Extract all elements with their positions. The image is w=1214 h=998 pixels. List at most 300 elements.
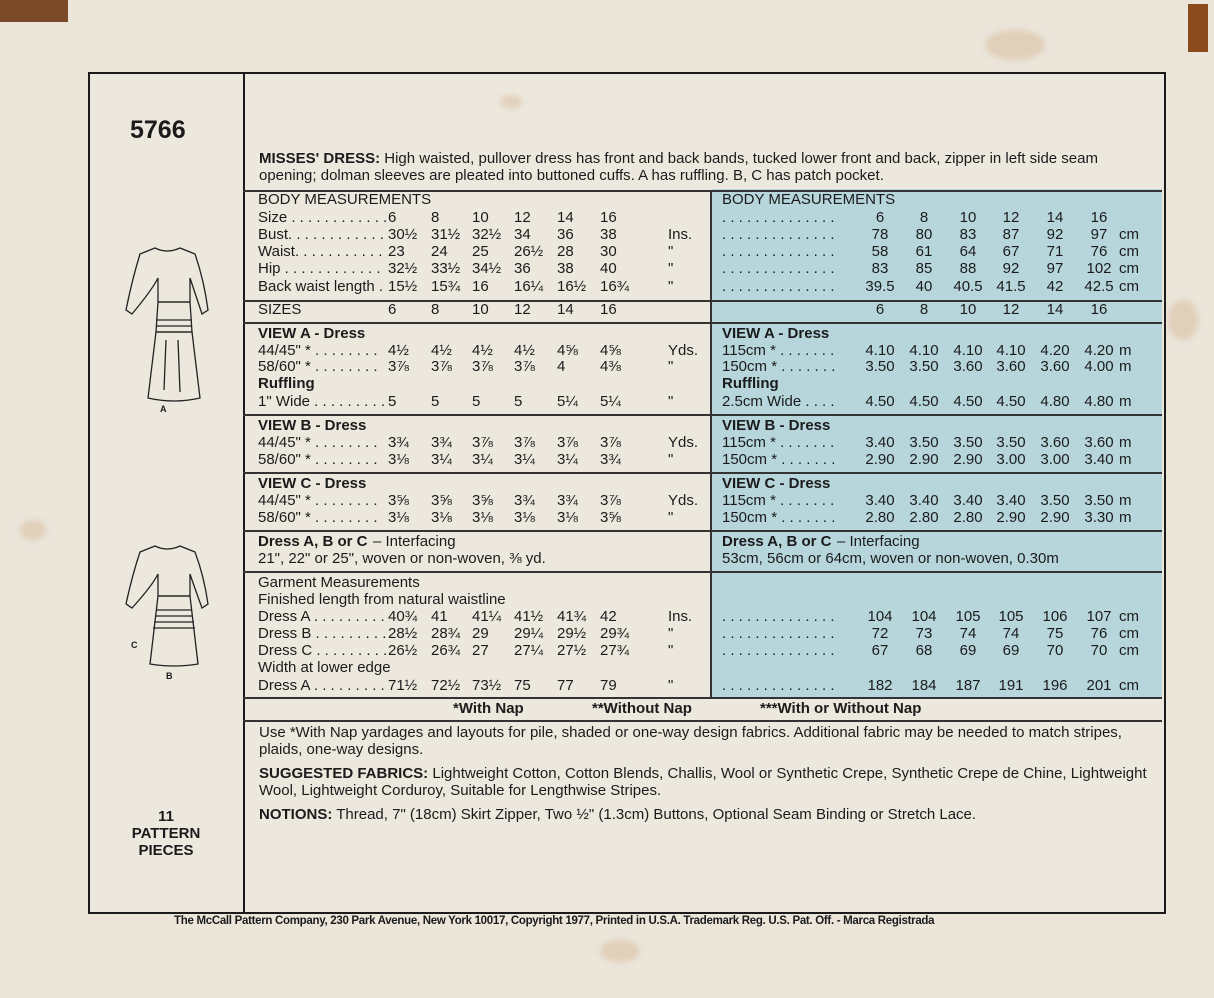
nap-legend-with: *With Nap	[453, 700, 524, 717]
measurement-value: 3.40	[1084, 451, 1114, 468]
measurement-value: 3.60	[996, 358, 1026, 375]
measurement-value: 14	[1046, 301, 1064, 318]
measurement-value: 3.00	[1040, 451, 1070, 468]
fabrics-text: Lightweight Cotton, Cotton Blends, Challis, Wool or Synthetic Crepe, Synthetic Crepe de Chine, Lightweight Wool, Lightweight Corduroy, Suitable for Lengthwise Stripes.	[259, 765, 1147, 799]
right-table-row-label: 2.5cm Wide . . . .	[722, 393, 835, 410]
measurement-value: 40¾	[388, 608, 418, 625]
unit-label: cm	[1119, 226, 1139, 243]
measurement-value: 16	[1090, 209, 1108, 226]
measurement-value: 87	[1002, 226, 1020, 243]
measurement-value: 3.40	[996, 492, 1026, 509]
measurement-value: 4.20	[1040, 342, 1070, 359]
measurement-value: 15¾	[431, 278, 461, 295]
publisher-footer: The McCall Pattern Company, 230 Park Avenue, New York 10017, Copyright 1977, Printed in U.S.A. Trademark Reg. U.S. Pat. Off. - Marca Registrada	[174, 915, 935, 927]
notions	[259, 806, 1154, 823]
right-table-row-label: Ruffling	[722, 375, 779, 392]
left-table-row-label: Dress C . . . . . . . . .	[258, 642, 388, 659]
measurement-value: 3.30	[1084, 509, 1114, 526]
measurement-value: 5¼	[557, 393, 578, 410]
left-table-row-label: Garment Measurements	[258, 574, 420, 591]
measurement-value: 3⅝	[431, 492, 452, 509]
measurement-value: 105	[998, 608, 1024, 625]
unit-label: cm	[1119, 243, 1139, 260]
measurement-value: 2.90	[865, 451, 895, 468]
measurement-value: 4.50	[996, 393, 1026, 410]
right-table-row-label: . . . . . . . . . . . . . .	[722, 209, 835, 226]
measurement-value: 3⅛	[514, 509, 535, 526]
left-table-row-label: 44/45" * . . . . . . . .	[258, 342, 378, 359]
measurement-value: 3.50	[909, 358, 939, 375]
measurement-value: 3.00	[996, 451, 1026, 468]
measurement-value: 74	[959, 625, 977, 642]
left-table-row-label: Waist. . . . . . . . . . .	[258, 243, 383, 260]
unit-label: cm	[1119, 608, 1139, 625]
measurement-value: 2.90	[996, 509, 1026, 526]
right-table-row-label: . . . . . . . . . . . . . .	[722, 642, 835, 659]
measurement-value: 3¼	[557, 451, 578, 468]
measurement-value: 69	[959, 642, 977, 659]
left-table-row-label: SIZES	[258, 301, 302, 318]
left-table-row-label: Hip . . . . . . . . . . . .	[258, 260, 381, 277]
measurement-value: 36	[514, 260, 531, 277]
measurement-value: 3⅛	[557, 509, 578, 526]
measurement-value: 2.90	[953, 451, 983, 468]
measurement-value: 27¾	[600, 642, 630, 659]
measurement-value: 67	[1002, 243, 1020, 260]
measurement-value: 26½	[388, 642, 418, 659]
dress-view-a-illustration	[120, 240, 215, 410]
unit-label: cm	[1119, 260, 1139, 277]
suggested-fabrics	[259, 765, 1154, 799]
left-table-row-label: 44/45" * . . . . . . . .	[258, 434, 378, 451]
unit-label: "	[668, 677, 674, 694]
measurement-value: 3⅞	[557, 434, 578, 451]
measurement-value: 75	[1046, 625, 1064, 642]
measurement-value: 3⅝	[388, 492, 409, 509]
measurement-value: 3⅛	[431, 509, 452, 526]
right-table-row-label: . . . . . . . . . . . . . .	[722, 243, 835, 260]
measurement-value: 4.80	[1084, 393, 1114, 410]
measurement-value: 102	[1086, 260, 1112, 277]
unit-label: m	[1119, 358, 1132, 375]
unit-label: m	[1119, 434, 1132, 451]
right-table-row-label: . . . . . . . . . . . . . .	[722, 260, 835, 277]
measurement-value: 27	[472, 642, 489, 659]
measurement-value: 3.50	[1084, 492, 1114, 509]
right-table-row-label: 150cm * . . . . . . .	[722, 451, 836, 468]
measurement-value: 4.00	[1084, 358, 1114, 375]
measurement-value: 3⅝	[472, 492, 493, 509]
left-table-row-label: VIEW A - Dress	[258, 325, 366, 342]
left-table-row-label: Finished length from natural waistline	[258, 591, 506, 608]
fabrics-title: SUGGESTED FABRICS:	[259, 765, 429, 782]
measurement-value: 80	[915, 226, 933, 243]
measurement-value: 4.50	[865, 393, 895, 410]
measurement-value: 3.40	[865, 492, 895, 509]
measurement-value: 4.10	[996, 342, 1026, 359]
view-label-b: B	[166, 671, 173, 681]
measurement-value: 26¾	[431, 642, 461, 659]
left-table-row-label: Dress B . . . . . . . . .	[258, 625, 387, 642]
measurement-value: 85	[915, 260, 933, 277]
right-table-row-label: . . . . . . . . . . . . . .	[722, 608, 835, 625]
measurement-value: 70	[1046, 642, 1064, 659]
measurement-value: 2.80	[953, 509, 983, 526]
paper-edge-tear	[1188, 4, 1208, 52]
measurement-value: 3⅞	[388, 358, 409, 375]
left-table-row-label: BODY MEASUREMENTS	[258, 191, 432, 208]
measurement-value: 16¼	[514, 278, 544, 295]
measurement-value: 4.10	[865, 342, 895, 359]
table-rule	[243, 472, 1162, 474]
table-rule	[243, 720, 1162, 722]
unit-label: "	[668, 260, 674, 277]
measurement-value: 29¾	[600, 625, 630, 642]
right-table-row-label: BODY MEASUREMENTS	[722, 191, 896, 208]
measurement-value: 32½	[388, 260, 418, 277]
measurement-value: 39.5	[865, 278, 895, 295]
measurement-value: 10	[472, 209, 489, 226]
left-table-row-label: VIEW B - Dress	[258, 417, 367, 434]
measurement-value: 3¾	[600, 451, 621, 468]
measurement-value: 97	[1090, 226, 1108, 243]
pieces-label-1: PATTERN	[131, 825, 201, 842]
measurement-value: 72½	[431, 677, 461, 694]
measurement-value: 4½	[431, 342, 452, 359]
measurement-value: 61	[915, 243, 933, 260]
unit-label: "	[668, 358, 674, 375]
left-table-row-label: Bust. . . . . . . . . . . .	[258, 226, 384, 243]
measurement-value: 4.20	[1084, 342, 1114, 359]
left-column-divider	[243, 72, 245, 912]
right-table-row-label: . . . . . . . . . . . . . .	[722, 278, 835, 295]
measurement-value: 79	[600, 677, 617, 694]
measurement-value: 3.50	[865, 358, 895, 375]
measurement-value: 2.90	[909, 451, 939, 468]
measurement-value: 8	[431, 301, 440, 318]
measurement-value: 16	[472, 278, 489, 295]
measurement-value: 191	[998, 677, 1024, 694]
measurement-value: 12	[514, 209, 531, 226]
measurement-value: 73	[915, 625, 933, 642]
measurement-value: 5	[514, 393, 523, 410]
measurement-value: 3.60	[1040, 434, 1070, 451]
measurement-value: 40	[600, 260, 617, 277]
unit-label: cm	[1119, 642, 1139, 659]
measurement-value: 16	[1090, 301, 1108, 318]
measurement-value: 3⅛	[472, 509, 493, 526]
measurement-value: 3⅝	[600, 509, 621, 526]
measurement-value: 92	[1046, 226, 1064, 243]
measurement-value: 4.50	[909, 393, 939, 410]
measurement-value: 38	[600, 226, 617, 243]
measurement-value: 2.80	[865, 509, 895, 526]
notions-text: Thread, 7" (18cm) Skirt Zipper, Two ½" (1.3cm) Buttons, Optional Seam Binding or Stretch Lace.	[332, 806, 977, 823]
measurement-value: 42	[1046, 278, 1064, 295]
dress-view-c-b-illustration	[120, 540, 215, 670]
measurement-value: 42.5	[1084, 278, 1114, 295]
nap-legend-without: **Without Nap	[592, 700, 692, 717]
measurement-value: 71½	[388, 677, 418, 694]
measurement-value: 28¾	[431, 625, 461, 642]
unit-label: m	[1119, 509, 1132, 526]
pattern-pieces-count	[110, 808, 222, 859]
measurement-value: 38	[557, 260, 574, 277]
right-table-row-label: 53cm, 56cm or 64cm, woven or non-woven, 0.30m	[722, 550, 1059, 567]
measurement-value: 4.10	[953, 342, 983, 359]
measurement-value: 3⅞	[600, 434, 621, 451]
measurement-value: 41¼	[472, 608, 502, 625]
measurement-value: 3⅞	[431, 358, 452, 375]
unit-label: m	[1119, 342, 1132, 359]
left-table-row-label: Size . . . . . . . . . . . .	[258, 209, 388, 226]
unit-label: Ins.	[668, 226, 693, 243]
nap-note: Use *With Nap yardages and layouts for pile, shaded or one-way design fabrics. Additional fabric may be needed to match stripes, plaids, one-way designs.	[259, 724, 1122, 758]
measurement-value: 196	[1042, 677, 1068, 694]
pattern-number: 5766	[130, 116, 186, 144]
measurement-value: 88	[959, 260, 977, 277]
measurement-value: 75	[514, 677, 531, 694]
measurement-value: 42	[600, 608, 617, 625]
measurement-value: 24	[431, 243, 448, 260]
measurement-value: 4	[557, 358, 566, 375]
left-table-row-label: Dress A . . . . . . . . .	[258, 677, 385, 694]
measurement-value: 4⅝	[557, 342, 578, 359]
unit-label: Yds.	[668, 342, 699, 359]
row-label-suffix: – Interfacing	[373, 533, 456, 550]
measurement-value: 3¼	[431, 451, 452, 468]
measurement-value: 10	[959, 209, 977, 226]
table-rule	[243, 322, 1162, 324]
measurement-value: 34	[514, 226, 531, 243]
measurement-value: 3⅞	[514, 434, 535, 451]
measurement-value: 27¼	[514, 642, 544, 659]
notions-title: NOTIONS:	[259, 806, 333, 823]
measurement-value: 201	[1086, 677, 1112, 694]
measurement-value: 3⅛	[388, 509, 409, 526]
measurement-value: 8	[919, 209, 929, 226]
left-table-row-label: Dress A . . . . . . . . .	[258, 608, 385, 625]
measurement-value: 25	[472, 243, 489, 260]
unit-label: "	[668, 393, 674, 410]
unit-label: cm	[1119, 625, 1139, 642]
nap-legend-either: ***With or Without Nap	[760, 700, 922, 717]
measurement-value: 4⅝	[600, 342, 621, 359]
right-table-row-label: 115cm * . . . . . . .	[722, 434, 835, 451]
unit-label: Ins.	[668, 608, 693, 625]
measurement-value: 107	[1086, 608, 1112, 625]
measurement-value: 23	[388, 243, 405, 260]
right-table-row-label: VIEW A - Dress	[722, 325, 830, 342]
measurement-value: 58	[871, 243, 889, 260]
left-table-row-label: 21", 22" or 25", woven or non-woven, ⅜ yd.	[258, 550, 546, 567]
measurement-value: 72	[871, 625, 889, 642]
measurement-value: 41½	[514, 608, 544, 625]
left-table-row-label: 58/60" * . . . . . . . .	[258, 358, 378, 375]
unit-label: m	[1119, 492, 1132, 509]
measurement-value: 3⅞	[514, 358, 535, 375]
measurement-value: 3¾	[557, 492, 578, 509]
measurement-value: 3.60	[1084, 434, 1114, 451]
stain	[1168, 300, 1198, 340]
measurement-value: 34½	[472, 260, 502, 277]
right-table-row-label: 115cm * . . . . . . .	[722, 342, 835, 359]
left-table-row-label: Width at lower edge	[258, 659, 391, 676]
measurement-value: 71	[1046, 243, 1064, 260]
paper-corner-tear	[0, 0, 68, 22]
left-table-row-label: Dress A, B or C	[258, 533, 368, 550]
measurement-value: 83	[871, 260, 889, 277]
unit-label: cm	[1119, 278, 1139, 295]
measurement-value: 3.50	[909, 434, 939, 451]
measurement-value: 3.60	[953, 358, 983, 375]
measurement-value: 14	[557, 209, 574, 226]
measurement-value: 29	[472, 625, 489, 642]
row-label-suffix: – Interfacing	[837, 533, 920, 550]
measurement-value: 4½	[388, 342, 409, 359]
measurement-value: 97	[1046, 260, 1064, 277]
measurement-value: 31½	[431, 226, 461, 243]
measurement-value: 3.50	[953, 434, 983, 451]
unit-label: "	[668, 642, 674, 659]
measurement-value: 41¾	[557, 608, 587, 625]
measurement-value: 2.80	[909, 509, 939, 526]
measurement-value: 74	[1002, 625, 1020, 642]
measurement-value: 3.50	[996, 434, 1026, 451]
measurement-value: 187	[955, 677, 981, 694]
measurement-value: 16	[600, 301, 617, 318]
measurement-value: 14	[1046, 209, 1064, 226]
left-table-row-label: 58/60" * . . . . . . . .	[258, 451, 378, 468]
left-table-row-label: Ruffling	[258, 375, 315, 392]
right-table-row-label: VIEW C - Dress	[722, 475, 831, 492]
measurement-value: 68	[915, 642, 933, 659]
measurement-value: 4½	[472, 342, 493, 359]
measurement-value: 36	[557, 226, 574, 243]
measurement-value: 92	[1002, 260, 1020, 277]
description	[259, 150, 1154, 184]
unit-label: Yds.	[668, 492, 699, 509]
right-table-row-label: 115cm * . . . . . . .	[722, 492, 835, 509]
measurement-value: 12	[1002, 301, 1020, 318]
measurement-value: 76	[1090, 625, 1108, 642]
measurement-value: 5	[388, 393, 397, 410]
measurement-value: 83	[959, 226, 977, 243]
unit-label: m	[1119, 451, 1132, 468]
measurement-value: 3¾	[514, 492, 535, 509]
measurement-value: 29½	[557, 625, 587, 642]
measurement-value: 6	[875, 301, 885, 318]
table-rule	[243, 697, 1162, 699]
measurement-value: 10	[959, 301, 977, 318]
measurement-value: 5	[431, 393, 440, 410]
measurement-value: 10	[472, 301, 489, 318]
measurement-value: 3¼	[514, 451, 535, 468]
measurement-value: 40	[915, 278, 933, 295]
unit-label: "	[668, 243, 674, 260]
measurement-value: 16¾	[600, 278, 630, 295]
table-rule	[243, 300, 1162, 302]
measurement-value: 16½	[557, 278, 587, 295]
measurement-value: 3.40	[909, 492, 939, 509]
measurement-value: 184	[911, 677, 937, 694]
right-table-row-label: 150cm * . . . . . . .	[722, 509, 836, 526]
measurement-value: 76	[1090, 243, 1108, 260]
left-table-row-label: VIEW C - Dress	[258, 475, 367, 492]
pieces-label-2: PIECES	[138, 842, 194, 859]
description-title: MISSES' DRESS:	[259, 150, 381, 167]
measurement-value: 64	[959, 243, 977, 260]
measurement-value: 2.90	[1040, 509, 1070, 526]
measurement-value: 3¾	[388, 434, 409, 451]
measurement-value: 8	[431, 209, 440, 226]
measurement-value: 73½	[472, 677, 502, 694]
measurement-value: 28½	[388, 625, 418, 642]
measurement-value: 4.50	[953, 393, 983, 410]
left-table-row-label: 1" Wide . . . . . . . . .	[258, 393, 386, 410]
measurement-value: 3⅛	[388, 451, 409, 468]
pieces-number: 11	[158, 808, 174, 825]
right-table-row-label: . . . . . . . . . . . . . .	[722, 677, 835, 694]
measurement-value: 8	[919, 301, 929, 318]
unit-label: Yds.	[668, 434, 699, 451]
description-text: High waisted, pullover dress has front and back bands, tucked lower front and back, zipper in left side seam opening; dolman sleeves are pleated into buttoned cuffs. A has ruffling. B, C has patch pocket.	[259, 150, 1098, 184]
measurement-value: 33½	[431, 260, 461, 277]
measurement-value: 12	[514, 301, 531, 318]
measurement-value: 4½	[514, 342, 535, 359]
measurement-value: 3¼	[472, 451, 493, 468]
measurement-value: 12	[1002, 209, 1020, 226]
stain	[985, 30, 1045, 60]
measurement-value: 70	[1090, 642, 1108, 659]
table-rule	[243, 571, 1162, 573]
measurement-value: 3⅞	[472, 358, 493, 375]
unit-label: "	[668, 625, 674, 642]
measurement-value: 41.5	[996, 278, 1026, 295]
measurement-value: 78	[871, 226, 889, 243]
measurement-value: 15½	[388, 278, 418, 295]
unit-label: "	[668, 451, 674, 468]
measurement-value: 182	[867, 677, 893, 694]
measurement-value: 3.40	[953, 492, 983, 509]
measurement-value: 69	[1002, 642, 1020, 659]
measurement-value: 30½	[388, 226, 418, 243]
measurement-value: 104	[867, 608, 893, 625]
table-rule	[243, 530, 1162, 532]
measurement-value: 29¼	[514, 625, 544, 642]
right-table-row-label: 150cm * . . . . . . .	[722, 358, 836, 375]
view-label-a: A	[160, 404, 167, 414]
view-label-c: C	[131, 640, 138, 650]
measurement-value: 16	[600, 209, 617, 226]
right-table-row-label: . . . . . . . . . . . . . .	[722, 226, 835, 243]
measurement-value: 105	[955, 608, 981, 625]
measurement-value: 106	[1042, 608, 1068, 625]
measurement-value: 5¼	[600, 393, 621, 410]
stain	[600, 940, 640, 962]
measurement-value: 3.40	[865, 434, 895, 451]
measurement-value: 26½	[514, 243, 544, 260]
unit-label: "	[668, 278, 674, 295]
measurement-value: 104	[911, 608, 937, 625]
measurement-value: 41	[431, 608, 448, 625]
right-table-row-label: Dress A, B or C	[722, 533, 832, 550]
measurement-value: 3⅞	[600, 492, 621, 509]
stain	[20, 520, 46, 540]
measurement-value: 30	[600, 243, 617, 260]
table-divider	[710, 190, 712, 697]
unit-label: m	[1119, 393, 1132, 410]
